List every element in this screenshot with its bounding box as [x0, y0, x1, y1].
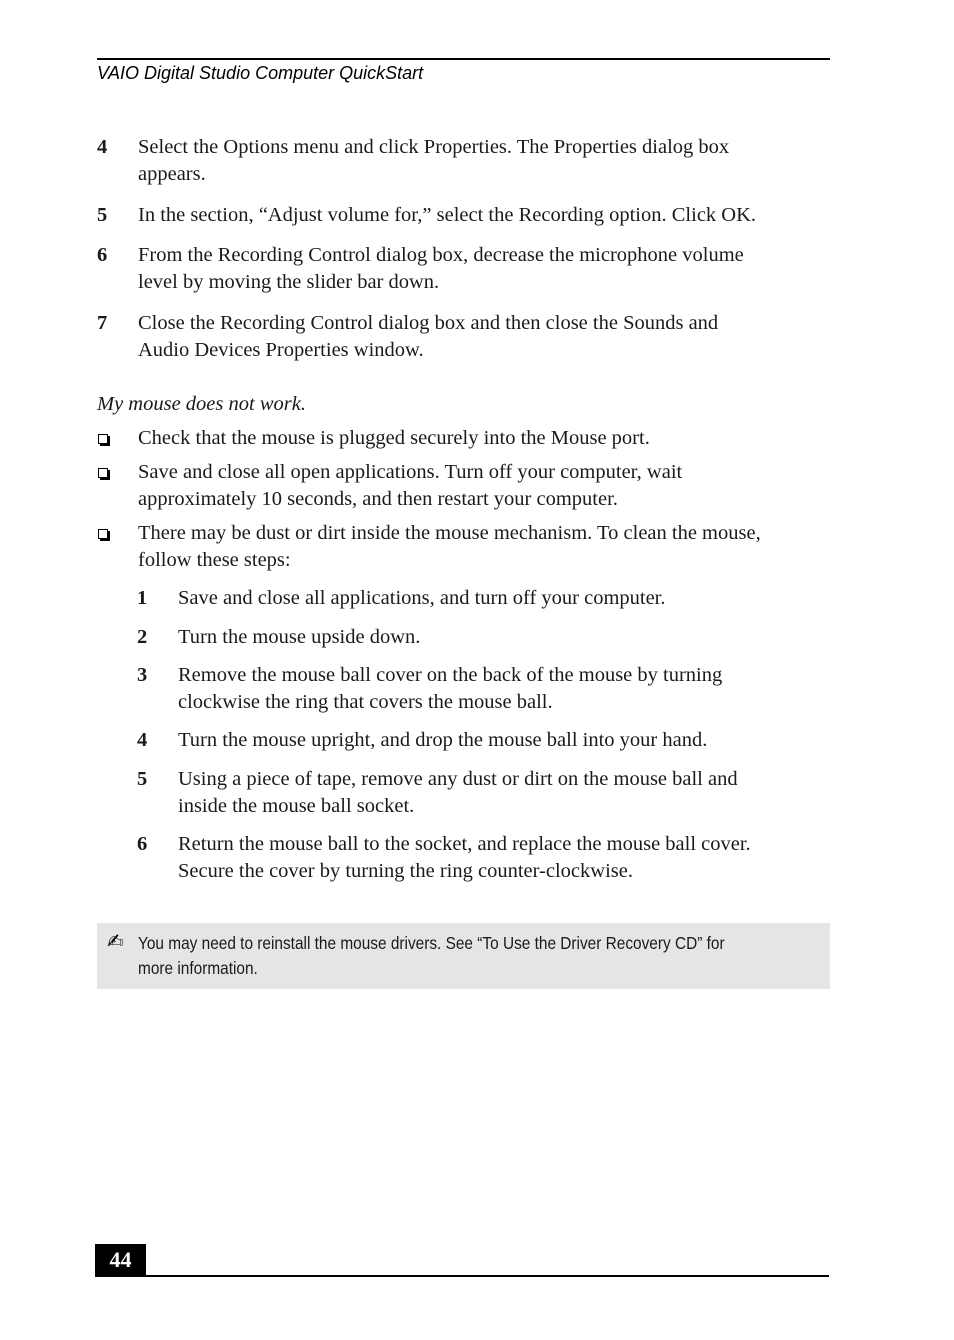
step-text: Audio Devices Properties window.: [138, 339, 424, 361]
note-line: more information.: [138, 958, 258, 978]
step-text: Return the mouse ball to the socket, and replace the mouse ball cover.: [178, 833, 751, 855]
bullet-text: follow these steps:: [138, 549, 291, 571]
pencil-icon: ✍: [107, 929, 124, 953]
step-number: 2: [137, 626, 148, 648]
step-text: From the Recording Control dialog box, decrease the microphone volume: [138, 244, 744, 266]
bullet-text: approximately 10 seconds, and then restart your computer.: [138, 488, 618, 510]
step-text: In the section, “Adjust volume for,” select the Recording option. Click OK.: [138, 204, 757, 226]
running-header: VAIO Digital Studio Computer QuickStart: [97, 63, 424, 83]
step-text: Close the Recording Control dialog box and then close the Sounds and: [138, 312, 719, 334]
bullet-text: Check that the mouse is plugged securely into the Mouse port.: [138, 427, 650, 449]
step-text: Remove the mouse ball cover on the back of the mouse by turning: [178, 664, 723, 686]
step-number: 1: [137, 587, 148, 609]
step-number: 4: [97, 136, 108, 158]
step-number: 4: [137, 729, 148, 751]
section-heading: My mouse does not work.: [97, 393, 306, 415]
note-text: [138, 931, 745, 981]
checkbox-bullet-icon: [98, 468, 108, 478]
step-number: 5: [97, 204, 108, 226]
step-text: clockwise the ring that covers the mouse ball.: [178, 691, 553, 713]
step-number: 7: [97, 312, 108, 334]
step-text: Save and close all applications, and turn off your computer.: [178, 587, 666, 609]
step-text: Select the Options menu and click Properties. The Properties dialog box: [138, 136, 730, 158]
step-number: 3: [137, 664, 148, 686]
step-text: level by moving the slider bar down.: [138, 271, 440, 293]
step-text: inside the mouse ball socket.: [178, 795, 415, 817]
page-number: 44: [95, 1244, 146, 1276]
note-line: You may need to reinstall the mouse drivers. See “To Use the Driver Recovery CD” for: [138, 933, 725, 953]
step-text: Turn the mouse upside down.: [178, 626, 421, 648]
step-number: 6: [97, 244, 108, 266]
bullet-text: Save and close all open applications. Turn off your computer, wait: [138, 461, 683, 483]
checkbox-bullet-icon: [98, 434, 108, 444]
step-number: 6: [137, 833, 148, 855]
checkbox-bullet-icon: [98, 529, 108, 539]
step-text: Secure the cover by turning the ring counter-clockwise.: [178, 860, 633, 882]
step-number: 5: [137, 768, 148, 790]
header-rule: [97, 58, 830, 60]
footer-rule: [95, 1275, 829, 1277]
step-text: appears.: [138, 163, 206, 185]
note-box: [97, 923, 830, 989]
bullet-text: There may be dust or dirt inside the mouse mechanism. To clean the mouse,: [138, 522, 761, 544]
step-text: Using a piece of tape, remove any dust or dirt on the mouse ball and: [178, 768, 738, 790]
step-text: Turn the mouse upright, and drop the mouse ball into your hand.: [178, 729, 708, 751]
